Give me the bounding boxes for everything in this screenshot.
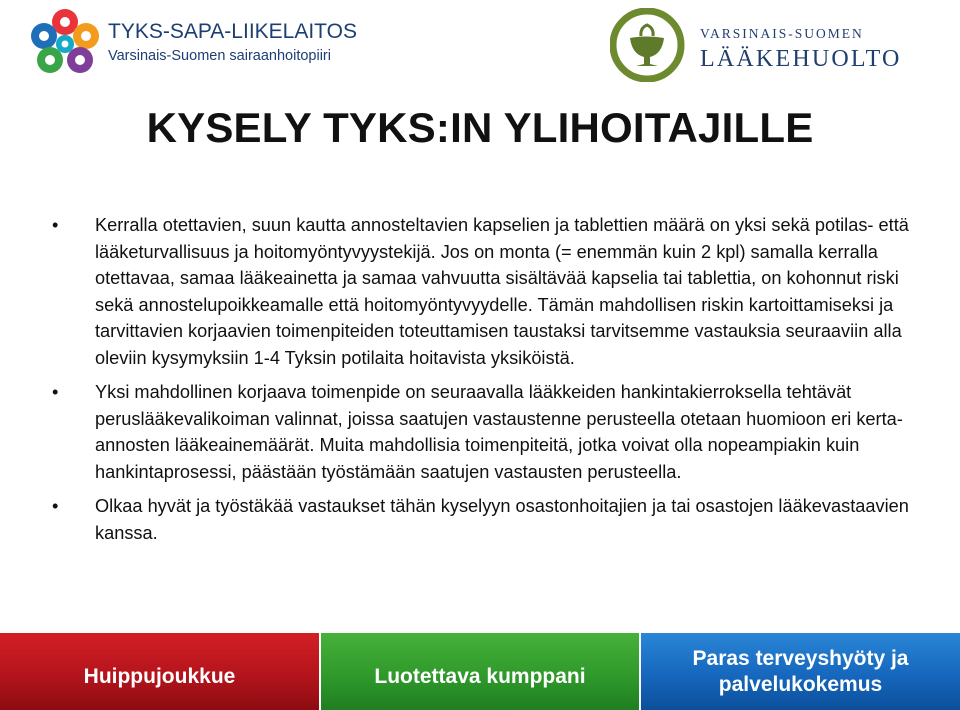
laakehuolto-logo: [610, 8, 940, 82]
bullet-item: [52, 379, 912, 485]
footer-paras-terveyshyoty: [639, 633, 960, 710]
bullet-text: Kerralla otettavien, suun kautta annosteltavien kapselien ja tablettien määrä on yksi sekä potilas- että lääketurvallisuus ja hoitomyöntyvyystekijä. Jos on monta (= enemmän kuin 2 kpl) samalla kerralla otettavaa, samaa lääkeainetta ja samaa vahvuutta sisältävää kapselia tai tablettia, on kohonnut riski sekä annostelupoikkeamalle että hoitomyöntyvyydelle. Tämän mahdollisen riskin kartoittamiseksi ja tarvittavien korjaavien toimenpiteiden toteuttamisen taustaksi tarvitsemme vastauksia seuraaviin alla oleviin kysymyksiin 1-4 Tyksin potilaita hoitavista yksiköistä.: [95, 215, 909, 368]
logo-line-1: VARSINAIS-SUOMEN: [700, 26, 864, 41]
footer-label: Paras terveyshyöty ja palvelukokemus: [692, 646, 909, 696]
logo-line-2: LÄÄKEHUOLTO: [700, 46, 902, 72]
bullet-dot-icon: •: [52, 215, 59, 235]
footer-label: Luotettava kumppani: [374, 664, 586, 688]
footer-bar: [0, 633, 960, 710]
footer-label: Huippujoukkue: [83, 664, 236, 688]
pharmacy-bowl-logo-icon: [610, 8, 690, 82]
bullet-item: [52, 493, 912, 546]
footer-huippujoukkue: [0, 633, 319, 710]
org-subtitle: Varsinais-Suomen sairaanhoitopiiri: [108, 48, 331, 64]
bullet-list: [52, 212, 912, 554]
flower-logo-icon: [28, 6, 102, 84]
bullet-dot-icon: •: [52, 496, 59, 516]
page-title: KYSELY TYKS:IN YLIHOITAJILLE: [146, 104, 814, 151]
bullet-text: Olkaa hyvät ja työstäkää vastaukset tähän kyselyyn osastonhoitajien ja tai osastojen lääkevastaavien kanssa.: [95, 496, 909, 543]
org-name: TYKS-SAPA-LIIKELAITOS: [108, 20, 357, 43]
bullet-dot-icon: •: [52, 382, 59, 402]
tyks-sapa-logo: [28, 6, 368, 84]
bullet-item: [52, 212, 912, 371]
footer-luotettava-kumppani: [319, 633, 639, 710]
bullet-text: Yksi mahdollinen korjaava toimenpide on seuraavalla lääkkeiden hankintakierroksella tehtävät peruslääkevalikoiman valinnat, joissa saatujen vastaustenne perusteella otetaan huomioon eri kerta-annosten lääkeainemäärät. Muita mahdollisia toimenpiteitä, jotka voivat olla nopeampiakin kuin hankintaprosessi, päästään työstämään saatujen vastausten perusteella.: [95, 382, 903, 482]
